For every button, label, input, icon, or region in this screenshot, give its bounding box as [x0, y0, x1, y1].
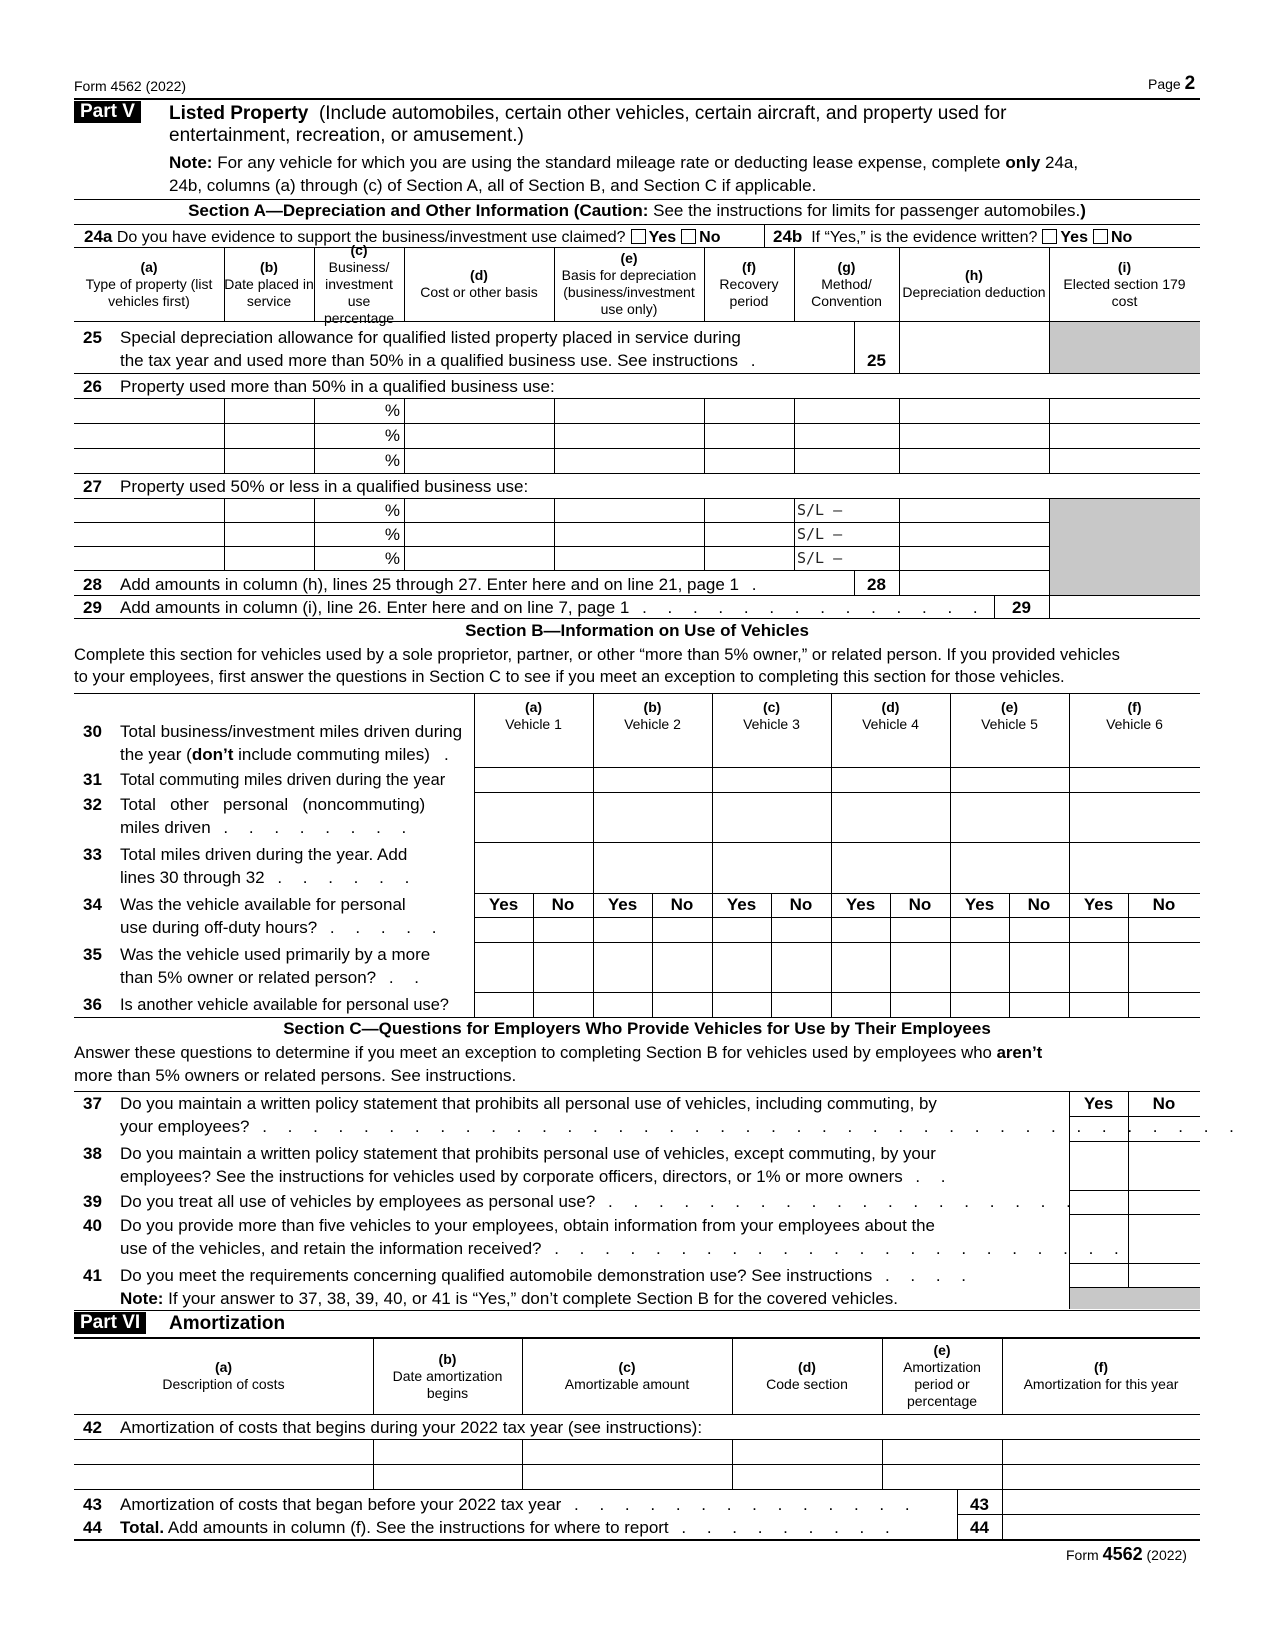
rule: [1002, 1338, 1003, 1414]
rule: [899, 398, 900, 473]
rule: [1069, 1190, 1200, 1191]
line-24a-no-checkbox[interactable]: [681, 229, 696, 244]
rule: [74, 373, 1200, 374]
col-letter: (e): [620, 250, 638, 266]
col-letter: (f): [742, 258, 756, 275]
line-35-text-2-span: than 5% owner or related person?: [120, 968, 377, 987]
rule: [404, 398, 405, 473]
part-5-title-bold: Listed Property: [169, 103, 309, 124]
col-text: Vehicle 6: [1106, 716, 1163, 732]
page-label: [1148, 74, 1195, 94]
line-36-text: Is another vehicle available for personal use?: [120, 996, 449, 1014]
amort-col-b-header: [373, 1340, 522, 1412]
col-letter: (d): [470, 267, 488, 283]
col-text: Elected section 179 cost: [1063, 275, 1186, 309]
rule: [831, 693, 832, 1017]
shaded-cell: [1050, 322, 1200, 373]
rule: [474, 693, 475, 1017]
rule: [74, 398, 1200, 399]
rule: [1069, 1141, 1200, 1142]
line-27-row-2-pct: %: [384, 525, 400, 544]
rule: [474, 792, 1200, 793]
line-29-amount[interactable]: [1050, 596, 1200, 618]
footer-year: (2022): [1146, 1547, 1187, 1563]
rule: [74, 473, 1200, 474]
line-34-number: 34: [83, 895, 102, 914]
amort-col-c-header: [522, 1340, 732, 1412]
line-29-text: Add amounts in column (i), line 26. Enter here and on line 7, page 1 . . . . . . . . . . . . . .: [120, 598, 986, 617]
rule: [74, 618, 1200, 619]
rule: [474, 992, 1200, 993]
col-text: Vehicle 5: [981, 716, 1038, 732]
line-28-box: 28: [867, 575, 886, 594]
rule: [373, 1338, 374, 1414]
line-39-text: Do you treat all use of vehicles by employees as personal use? . . . . . . . . . . . . . . . . . . .: [120, 1192, 1079, 1211]
line-26-number: 26: [83, 377, 102, 396]
line-34-text-2-span: use during off-duty hours?: [120, 918, 318, 937]
col-text: Vehicle 3: [743, 716, 800, 732]
line-26-row-1-pct: %: [384, 401, 400, 420]
note-text-1a: For any vehicle for which you are using the standard mileage rate or deducting lease expense, complete: [217, 153, 1001, 172]
rule: [74, 1337, 1200, 1339]
rule: [704, 248, 705, 321]
line-24b-text: If “Yes,” is the evidence written?: [811, 229, 1038, 246]
col-letter: (e): [1000, 699, 1019, 715]
line-28-number: 28: [83, 575, 102, 594]
line-31-number: 31: [83, 770, 102, 789]
line-29-text-span: Add amounts in column (i), line 26. Enter here and on line 7, page 1: [120, 598, 630, 617]
line-30-text-2c: include commuting miles): [233, 745, 430, 764]
col-text: Business/ investment use percentage: [323, 258, 395, 326]
section-c-title: Section C—Questions for Employers Who Provide Vehicles for Use by Their Employees: [283, 1019, 991, 1038]
rule: [554, 398, 555, 473]
col-c-header: [314, 241, 404, 326]
rule: [882, 1439, 883, 1489]
vehicle-4-no-header: No: [908, 895, 932, 914]
rule: [224, 398, 225, 473]
col-letter: (f): [1094, 1359, 1108, 1375]
line-27-row-2-sl: S/L –: [797, 525, 843, 543]
line-44-text: Total. Add amounts in column (f). See the instructions for where to report . . . . . . . . .: [120, 1518, 898, 1537]
note-label: Note:: [169, 153, 213, 172]
col-text: Method/ Convention: [811, 275, 882, 309]
part-6-label: Part VI: [74, 1312, 146, 1334]
section-c-intro-1: [74, 1043, 1042, 1063]
shaded-cell: [1070, 1288, 1200, 1309]
rule: [764, 225, 765, 247]
line-28-amount[interactable]: [900, 571, 1049, 595]
line-33-number: 33: [83, 845, 102, 864]
rule: [74, 1310, 1200, 1311]
part-5-title-rest-1: (Include automobiles, certain other vehicles, certain aircraft, and property used for: [318, 103, 1007, 124]
line-27-row-3-pct: %: [384, 549, 400, 568]
line-28-text-span: Add amounts in column (h), lines 25 through 27. Enter here and on line 21, page 1: [120, 575, 740, 594]
rule: [74, 1439, 1200, 1440]
line-39-number: 39: [83, 1192, 102, 1211]
note-text-only: only: [1005, 153, 1041, 172]
line-40-text-2: use of the vehicles, and retain the information received? . . . . . . . . . . . . . . . . . . . . . . .: [120, 1239, 1127, 1258]
line-35-number: 35: [83, 945, 102, 964]
rule: [314, 398, 315, 473]
rule: [794, 398, 795, 473]
rule: [474, 893, 1200, 894]
vehicle-4-yes-header: Yes: [845, 895, 876, 914]
line-35-text-1: Was the vehicle used primarily by a more: [120, 945, 431, 964]
part-5-label: Part V: [74, 101, 141, 123]
line-33-text-2-span: lines 30 through 32: [120, 868, 265, 887]
col-letter: (d): [881, 699, 900, 715]
amort-col-d-header: [732, 1340, 882, 1412]
rule: [74, 693, 1200, 694]
rule: [732, 1439, 733, 1489]
line-40-text-1: Do you provide more than five vehicles to your employees, obtain information from your employees about the: [120, 1216, 935, 1235]
rule: [74, 1539, 1200, 1541]
part-5-title-rest-2: entertainment, recreation, or amusement.): [169, 125, 524, 146]
vehicle-6-no-header: No: [1152, 895, 1176, 914]
rule: [522, 1338, 523, 1414]
section-a-caution: Caution:: [579, 201, 649, 220]
rule: [554, 248, 555, 321]
line-41-number: 41: [83, 1266, 102, 1285]
col-b-header: [224, 249, 314, 319]
col-text: Cost or other basis: [420, 284, 538, 300]
line-29-number: 29: [83, 598, 102, 617]
footer-form-number: 4562: [1102, 1544, 1143, 1564]
line-27-row-3-sl: S/L –: [797, 549, 843, 567]
col-letter: (d): [798, 1359, 816, 1375]
section-c-note-label: Note:: [120, 1289, 164, 1308]
col-d-header: [404, 249, 554, 319]
line-24b-number: 24b: [773, 227, 803, 246]
rule: [474, 767, 1200, 768]
rule: [74, 498, 1200, 499]
line-37-text-2-span: your employees?: [120, 1117, 250, 1136]
rule: [1069, 693, 1070, 1017]
col-text: Vehicle 1: [505, 716, 562, 732]
col-letter: (c): [618, 1359, 636, 1375]
line-24b-yes-checkbox[interactable]: [1042, 229, 1057, 244]
line-28-text: Add amounts in column (h), lines 25 through 27. Enter here and on line 21, page 1 .: [120, 575, 765, 594]
form-id: Form 4562 (2022): [74, 78, 187, 94]
line-32-number: 32: [83, 795, 102, 814]
line-25-number: 25: [83, 328, 102, 347]
line-24b-yes-label: Yes: [1060, 229, 1088, 246]
line-36-number: 36: [83, 995, 102, 1014]
rule: [373, 1439, 374, 1489]
line-43-text: Amortization of costs that began before your 2022 tax year . . . . . . . . . . . . . .: [120, 1495, 918, 1514]
rule: [712, 693, 713, 1017]
line-41-text: Do you meet the requirements concerning qualified automobile demonstration use? See instructions . . . .: [120, 1266, 975, 1285]
line-25-text-1: Special depreciation allowance for qualified listed property placed in service during: [120, 328, 741, 347]
section-c-note: [120, 1289, 898, 1309]
vehicle-1-yes-header: Yes: [488, 895, 519, 914]
line-44-number: 44: [83, 1518, 102, 1537]
shaded-cell: [1050, 499, 1200, 595]
line-33-text-2: lines 30 through 32 . . . . . .: [120, 868, 418, 887]
rule: [704, 498, 705, 570]
vehicle-5-no-header: No: [1027, 895, 1051, 914]
col-letter: (b): [643, 699, 662, 715]
rule: [899, 248, 900, 321]
line-32-text-2: miles driven . . . . . . . .: [120, 818, 415, 837]
line-42-text: Amortization of costs that begins during your 2022 tax year (see instructions):: [120, 1418, 703, 1437]
line-29-box: 29: [1012, 598, 1031, 617]
line-26-row-2-pct: %: [384, 426, 400, 445]
rule: [224, 498, 225, 570]
vehicle-5-yes-header: Yes: [964, 895, 995, 914]
rule: [950, 693, 951, 1017]
line-43-text-span: Amortization of costs that began before your 2022 tax year: [120, 1495, 562, 1514]
line-27-row-1-pct: %: [384, 501, 400, 520]
line-38-text-1: Do you maintain a written policy statement that prohibits personal use of vehicles, except commuting, by your: [120, 1144, 936, 1163]
rule: [474, 942, 1200, 943]
rule: [314, 498, 315, 570]
rule: [74, 522, 1050, 523]
line-34-text-1: Was the vehicle available for personal: [120, 895, 406, 914]
col-i-header: [1049, 249, 1200, 319]
col-text: Date placed in service: [224, 275, 314, 309]
line-44-box: 44: [970, 1518, 989, 1537]
col-a-header: [74, 249, 224, 319]
col-f-header: [704, 249, 794, 319]
section-b-title: Section B—Information on Use of Vehicles: [465, 621, 809, 640]
rule: [74, 1091, 1200, 1092]
col-letter: (b): [438, 1350, 457, 1367]
rule: [474, 917, 1200, 918]
vehicle-1-header: [474, 699, 593, 735]
col-letter: (c): [762, 699, 781, 715]
rule: [554, 498, 555, 570]
col-letter: (f): [1127, 699, 1142, 715]
rule: [74, 448, 1200, 449]
line-43-number: 43: [83, 1495, 102, 1514]
section-b-intro-1: Complete this section for vehicles used by a sole proprietor, partner, or other “more than 5% owner,” or related person. If you provided vehicles: [74, 645, 1120, 664]
col-letter: (a): [524, 699, 543, 715]
col-letter: (e): [933, 1342, 951, 1358]
line-24a-no-label: No: [699, 229, 721, 246]
rule: [704, 398, 705, 473]
rule: [794, 498, 795, 570]
line-35-text-2: than 5% owner or related person? . .: [120, 968, 428, 987]
part-5-note-line-1: [169, 153, 1078, 173]
col-e-header: [554, 249, 704, 319]
line-26-text: Property used more than 50% in a qualified business use:: [120, 377, 555, 396]
col-letter: (g): [837, 258, 856, 275]
col-text: Amortization for this year: [1023, 1376, 1179, 1392]
rule: [404, 248, 405, 321]
line-34-text-2: use during off-duty hours? . . . . .: [120, 918, 445, 937]
vehicle-3-header: [712, 699, 831, 735]
line-25-text-2-span: the tax year and used more than 50% in a qualified business use. See instructions: [120, 351, 739, 370]
amort-col-e-header: [882, 1340, 1002, 1412]
line-32-text-2-span: miles driven: [120, 818, 211, 837]
vehicle-2-no-header: No: [670, 895, 694, 914]
col-text: Description of costs: [162, 1376, 285, 1392]
vehicle-2-header: [593, 699, 712, 735]
section-a-title-close: ): [1080, 201, 1086, 220]
rule: [74, 247, 1200, 248]
rule: [74, 98, 1200, 100]
line-37-number: 37: [83, 1094, 102, 1113]
section-c-intro-1a: Answer these questions to determine if you meet an exception to completing Section B for vehicles used by employees who: [74, 1043, 992, 1062]
col-letter: (i): [1117, 258, 1132, 275]
line-32-text-1: Total other personal (noncommuting): [120, 795, 426, 814]
col-text: Vehicle 4: [862, 716, 919, 732]
rule: [74, 546, 1050, 547]
col-letter: (h): [965, 267, 983, 283]
section-c-note-text: If your answer to 37, 38, 39, 40, or 41 is “Yes,” don’t complete Section B for the covered vehicles.: [163, 1289, 898, 1308]
line-38-text-2: employees? See the instructions for vehicles used by corporate officers, directors, or 1% or more owners . .: [120, 1167, 954, 1186]
vehicle-3-no-header: No: [789, 895, 813, 914]
col-text: Amortizable amount: [564, 1376, 690, 1392]
col-text: Depreciation deduction: [902, 284, 1046, 300]
rule: [74, 423, 1200, 424]
vehicle-1-no-header: No: [551, 895, 575, 914]
vehicle-6-header: [1069, 699, 1200, 735]
note-text-1c: 24a,: [1045, 153, 1079, 172]
line-38-text-2-span: employees? See the instructions for vehicles used by corporate officers, directors, or 1% or more owners: [120, 1167, 903, 1186]
col-g-header: [794, 249, 899, 319]
line-25-text-2: the tax year and used more than 50% in a qualified business use. See instructions .: [120, 351, 764, 370]
line-44-amount[interactable]: [1003, 1515, 1200, 1539]
rule: [1069, 1214, 1200, 1215]
line-40-text-2-span: use of the vehicles, and retain the information received?: [120, 1239, 542, 1258]
vehicle-2-yes-header: Yes: [607, 895, 638, 914]
rule: [474, 842, 1200, 843]
rule: [522, 1439, 523, 1489]
amort-col-f-header: [1002, 1340, 1200, 1412]
line-24b: [773, 227, 1132, 248]
line-24a-yes-label: Yes: [648, 229, 677, 246]
line-25-amount[interactable]: [900, 322, 1049, 373]
line-40-number: 40: [83, 1216, 102, 1235]
col-letter: (a): [214, 1359, 233, 1375]
section-c-yes-header: Yes: [1083, 1094, 1114, 1113]
line-44-total: Total.: [120, 1518, 165, 1537]
rule: [593, 693, 594, 1017]
line-24a-number: 24a: [84, 227, 113, 246]
line-24b-no-checkbox[interactable]: [1093, 229, 1108, 244]
section-a-title: [74, 201, 1200, 221]
line-25-box: 25: [867, 351, 886, 370]
line-24b-no-label: No: [1110, 229, 1133, 246]
line-30-text-2a: the year (: [120, 745, 192, 764]
rule: [74, 1414, 1200, 1415]
amort-col-a-header: [74, 1340, 373, 1412]
line-38-number: 38: [83, 1144, 102, 1163]
line-27-number: 27: [83, 477, 102, 496]
page-number: 2: [1184, 73, 1196, 94]
line-31-text: Total commuting miles driven during the year: [120, 771, 446, 789]
section-c-intro-arent: aren’t: [996, 1043, 1043, 1062]
footer-form-id: [1066, 1544, 1187, 1565]
col-letter: (a): [140, 258, 158, 275]
vehicle-3-yes-header: Yes: [726, 895, 757, 914]
page-label-text: Page: [1148, 76, 1181, 92]
part-5-note-line-2: 24b, columns (a) through (c) of Section A, all of Section B, and Section C if applicable.: [169, 176, 817, 195]
col-letter: (c): [350, 241, 368, 258]
line-39-text-span: Do you treat all use of vehicles by employees as personal use?: [120, 1192, 596, 1211]
rule: [899, 498, 900, 570]
rule: [404, 498, 405, 570]
section-a-title-a: Section A—Depreciation and Other Information (: [188, 201, 580, 220]
rule: [224, 248, 225, 321]
section-b-intro-2: to your employees, first answer the questions in Section C to see if you meet an exception to completing this section for those vehicles.: [74, 667, 1065, 686]
line-24a-text: Do you have evidence to support the business/investment use claimed?: [116, 229, 626, 246]
rule: [74, 224, 1200, 225]
line-30-text-dont: don’t: [191, 745, 234, 764]
line-37-text-1: Do you maintain a written policy statement that prohibits all personal use of vehicles, including commuting, by: [120, 1094, 937, 1113]
vehicle-4-header: [831, 699, 950, 735]
rule: [74, 1017, 1200, 1018]
rule: [74, 595, 1200, 596]
line-27-row-1-sl: S/L –: [797, 501, 843, 519]
col-text: Basis for depreciation (business/investment use only): [561, 267, 697, 317]
rule: [1049, 398, 1050, 473]
line-43-amount[interactable]: [1003, 1490, 1200, 1514]
line-37-text-2: your employees? . . . . . . . . . . . . . . . . . . . . . . . . . . . . . . . . . . . . . . .: [120, 1117, 1242, 1136]
section-a-title-b: See the instructions for limits for passenger automobiles.: [648, 201, 1081, 220]
rule: [1069, 1263, 1200, 1264]
line-30-text-1: Total business/investment miles driven during: [120, 722, 463, 741]
line-43-box: 43: [970, 1495, 989, 1514]
line-30-text-2: the year (don’t include commuting miles) .: [120, 745, 449, 764]
line-44-text-span: Add amounts in column (f). See the instructions for where to report: [164, 1518, 669, 1537]
line-42-number: 42: [83, 1418, 102, 1437]
part-6-title: Amortization: [169, 1313, 286, 1334]
col-text: Recovery period: [719, 275, 779, 309]
rule: [74, 1464, 1200, 1465]
rule: [1049, 248, 1050, 321]
vehicle-6-yes-header: Yes: [1083, 895, 1114, 914]
section-c-intro-2: more than 5% owners or related persons. See instructions.: [74, 1066, 517, 1085]
section-c-no-header: No: [1152, 1094, 1176, 1113]
col-text: Vehicle 2: [624, 716, 681, 732]
line-33-text-1: Total miles driven during the year. Add: [120, 845, 408, 864]
col-text: Date amortization begins: [392, 1367, 503, 1401]
col-text: Code section: [766, 1376, 848, 1392]
line-24a-yes-checkbox[interactable]: [631, 229, 646, 244]
rule: [882, 1338, 883, 1414]
col-text: Amortization period or percentage: [903, 1359, 981, 1409]
col-h-header: [899, 249, 1049, 319]
rule: [732, 1338, 733, 1414]
col-text: Type of property (list vehicles first): [85, 275, 213, 309]
rule: [314, 248, 315, 321]
line-41-text-span: Do you meet the requirements concerning qualified automobile demonstration use? See instructions: [120, 1266, 873, 1285]
line-30-number: 30: [83, 722, 102, 741]
line-26-row-3-pct: %: [384, 451, 400, 470]
vehicle-5-header: [950, 699, 1069, 735]
part-5-title: [169, 103, 1006, 125]
rule: [794, 248, 795, 321]
col-letter: (b): [260, 258, 278, 275]
rule: [74, 199, 1200, 200]
footer-form-label: Form: [1066, 1547, 1099, 1563]
line-27-text: Property used 50% or less in a qualified business use:: [120, 477, 529, 496]
line-24a: [84, 227, 721, 248]
